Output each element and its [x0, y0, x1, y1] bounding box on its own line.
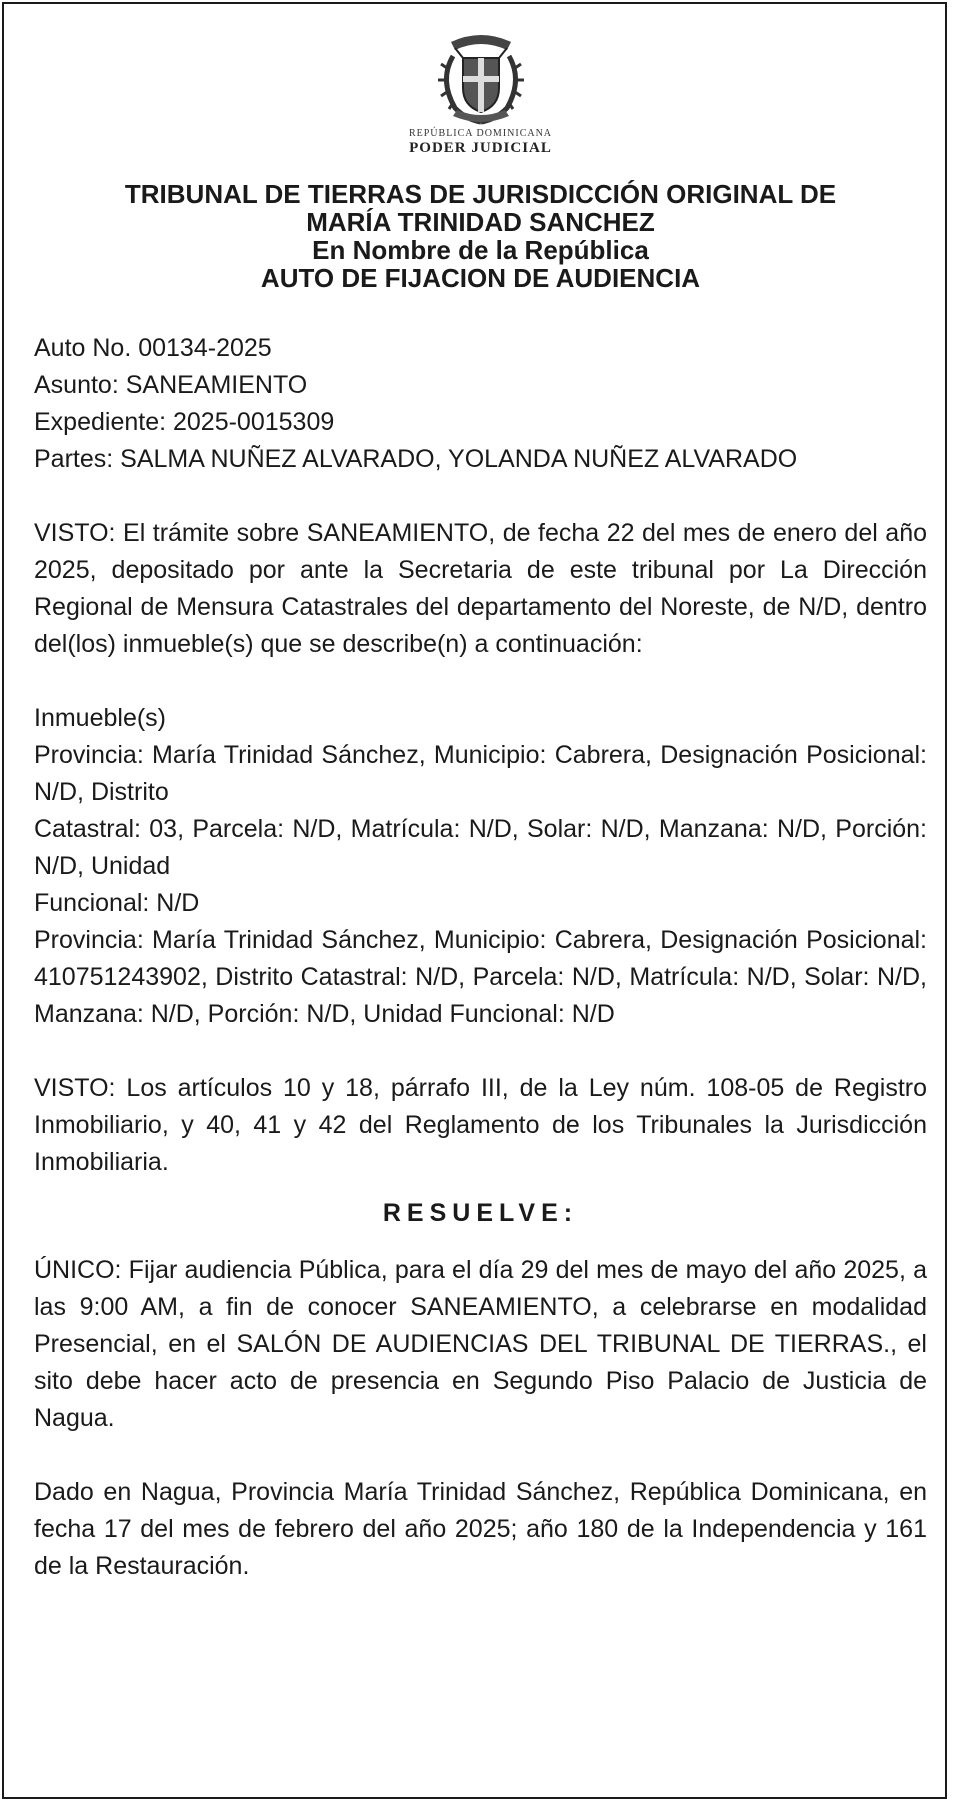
inmueble-1-part-a: Provincia: María Trinidad Sánchez, Municipio: Cabrera, Designación Posicional: N/D, Distrito — [34, 741, 927, 806]
poder-judicial-logo — [34, 28, 927, 156]
asunto: Asunto: SANEAMIENTO — [34, 371, 308, 399]
coat-of-arms-icon — [433, 28, 529, 128]
unico-paragraph: ÚNICO: Fijar audiencia Pública, para el día 29 del mes de mayo del año 2025, a las 9:00 AM, a fin de conocer SANEAMIENTO, a celebrarse en modalidad Presencial, en el SALÓN DE AUDIENCIAS DEL TRIBUNAL DE TIERRAS., el sito debe hacer acto de presencia en Segundo Piso Palacio de Justicia de Nagua. — [34, 1256, 927, 1432]
logo-country-text: REPÚBLICA DOMINICANA — [408, 128, 553, 139]
dado-paragraph: Dado en Nagua, Provincia María Trinidad Sánchez, República Dominicana, en fecha 17 del mes de febrero del año 2025; año 180 de la Independencia y 161 de la Restauración. — [34, 1478, 927, 1580]
inmueble-2: Provincia: María Trinidad Sánchez, Municipio: Cabrera, Designación Posicional: 410751243902, Distrito Catastral: N/D, Parcela: N/D, Matrícula: N/D, Solar: N/D, Manzana: N/D, Porción: N/D, Unidad Funcional: N/D — [34, 926, 927, 1028]
logo-institution-text: PODER JUDICIAL — [409, 140, 552, 156]
heading-line-2: MARÍA TRINIDAD SANCHEZ — [306, 207, 655, 237]
heading-line-1: TRIBUNAL DE TIERRAS DE JURISDICCIÓN ORIGINAL DE — [124, 179, 837, 209]
inmueble-1-part-c: Funcional: N/D — [34, 889, 200, 917]
heading-line-4: AUTO DE FIJACION DE AUDIENCIA — [260, 263, 701, 293]
visto-paragraph-2: VISTO: Los artículos 10 y 18, párrafo III, de la Ley núm. 108-05 de Registro Inmobiliario, y 40, 41 y 42 del Reglamento de los Tribunales la Jurisdicción Inmobiliaria. — [34, 1074, 927, 1176]
inmueble-1-part-b: Catastral: 03, Parcela: N/D, Matrícula: N/D, Solar: N/D, Manzana: N/D, Porción: N/D, Unidad — [34, 815, 927, 880]
notice-frame — [2, 2, 947, 1799]
heading-line-3: En Nombre de la República — [312, 235, 649, 265]
partes: Partes: SALMA NUÑEZ ALVARADO, YOLANDA NUÑEZ ALVARADO — [34, 445, 798, 473]
inmuebles-label: Inmueble(s) — [34, 704, 166, 732]
resuelve-heading: RESUELVE: — [382, 1199, 579, 1227]
document-heading — [34, 180, 927, 292]
document-body — [34, 330, 927, 1585]
visto-paragraph-1: VISTO: El trámite sobre SANEAMIENTO, de fecha 22 del mes de enero del año 2025, depositado por ante la Secretaria de este tribunal por La Dirección Regional de Mensura Catastrales del departamento del Noreste, de N/D, dentro del(los) inmueble(s) que se describe(n) a continuación: — [34, 519, 927, 658]
auto-number: Auto No. 00134-2025 — [34, 334, 272, 362]
expediente: Expediente: 2025-0015309 — [34, 408, 335, 436]
